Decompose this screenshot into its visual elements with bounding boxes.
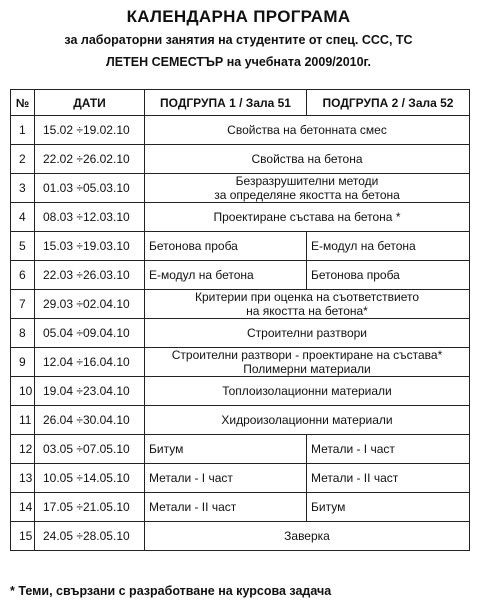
- row-dates: 29.03 ÷02.04.10: [35, 290, 145, 319]
- row-number: 5: [11, 232, 35, 261]
- schedule-body: [11, 116, 470, 551]
- row-dates: 12.04 ÷16.04.10: [35, 348, 145, 377]
- row-dates: 22.02 ÷26.02.10: [35, 145, 145, 174]
- row-group-1-topic: Бетонова проба: [145, 232, 307, 261]
- table-row: [11, 522, 470, 551]
- row-dates: 15.03 ÷19.03.10: [35, 232, 145, 261]
- table-row: [11, 377, 470, 406]
- row-number: 2: [11, 145, 35, 174]
- column-header-dates: ДАТИ: [35, 90, 145, 116]
- row-dates: 26.04 ÷30.04.10: [35, 406, 145, 435]
- table-row: [11, 319, 470, 348]
- row-group-1-topic: Битум: [145, 435, 307, 464]
- row-topic: Безразрушителни методи за определяне якостта на бетона: [145, 174, 470, 203]
- row-dates: 19.04 ÷23.04.10: [35, 377, 145, 406]
- row-topic: Заверка: [145, 522, 470, 551]
- row-group-2-topic: Битум: [307, 493, 470, 522]
- row-topic: Строителни разтвори - проектиране на състава* Полимерни материали: [145, 348, 470, 377]
- row-dates: 05.04 ÷09.04.10: [35, 319, 145, 348]
- row-number: 12: [11, 435, 35, 464]
- row-group-2-topic: Е-модул на бетона: [307, 232, 470, 261]
- table-row: [11, 174, 470, 203]
- row-number: 11: [11, 406, 35, 435]
- semester-line: ЛЕТЕН СЕМЕСТЪР на учебната 2009/2010г.: [106, 55, 371, 69]
- column-header-group-2: ПОДГРУПА 2 / Зала 52: [307, 90, 470, 116]
- table-row: [11, 261, 470, 290]
- row-dates: 17.05 ÷21.05.10: [35, 493, 145, 522]
- table-row: [11, 464, 470, 493]
- row-topic: Критерии при оценка на съответствието на якостта на бетона*: [145, 290, 470, 319]
- row-group-1-topic: Метали - II част: [145, 493, 307, 522]
- table-row: [11, 406, 470, 435]
- row-dates: 03.05 ÷07.05.10: [35, 435, 145, 464]
- row-topic: Свойства на бетона: [145, 145, 470, 174]
- row-dates: 22.03 ÷26.03.10: [35, 261, 145, 290]
- table-row: [11, 232, 470, 261]
- row-number: 9: [11, 348, 35, 377]
- row-topic: Проектиране състава на бетона *: [145, 203, 470, 232]
- row-dates: 24.05 ÷28.05.10: [35, 522, 145, 551]
- row-topic: Свойства на бетонната смес: [145, 116, 470, 145]
- page-subtitle: за лабораторни занятия на студентите от спец. ССС, ТС: [64, 33, 413, 47]
- row-group-2-topic: Метали - I част: [307, 435, 470, 464]
- row-group-2-topic: Метали - II част: [307, 464, 470, 493]
- column-header-num: №: [11, 90, 35, 116]
- row-number: 10: [11, 377, 35, 406]
- row-dates: 08.03 ÷12.03.10: [35, 203, 145, 232]
- row-group-2-topic: Бетонова проба: [307, 261, 470, 290]
- row-dates: 10.05 ÷14.05.10: [35, 464, 145, 493]
- row-number: 1: [11, 116, 35, 145]
- table-row: [11, 290, 470, 319]
- row-topic: Хидроизолационни материали: [145, 406, 470, 435]
- row-number: 3: [11, 174, 35, 203]
- row-dates: 01.03 ÷05.03.10: [35, 174, 145, 203]
- table-row: [11, 116, 470, 145]
- row-number: 8: [11, 319, 35, 348]
- row-dates: 15.02 ÷19.02.10: [35, 116, 145, 145]
- row-number: 6: [11, 261, 35, 290]
- row-number: 7: [11, 290, 35, 319]
- table-header-row: [11, 90, 470, 116]
- row-number: 13: [11, 464, 35, 493]
- row-group-1-topic: Е-модул на бетона: [145, 261, 307, 290]
- table-row: [11, 493, 470, 522]
- table-row: [11, 348, 470, 377]
- table-row: [11, 203, 470, 232]
- footnote: * Теми, свързани с разработване на курсова задача: [10, 584, 332, 598]
- page-title: КАЛЕНДАРНА ПРОГРАМА: [126, 7, 351, 26]
- row-number: 15: [11, 522, 35, 551]
- row-number: 4: [11, 203, 35, 232]
- table-row: [11, 145, 470, 174]
- column-header-group-1: ПОДГРУПА 1 / Зала 51: [145, 90, 307, 116]
- row-topic: Строителни разтвори: [145, 319, 470, 348]
- row-topic: Топлоизолационни материали: [145, 377, 470, 406]
- row-number: 14: [11, 493, 35, 522]
- schedule-table: [10, 89, 470, 551]
- table-row: [11, 435, 470, 464]
- row-group-1-topic: Метали - I част: [145, 464, 307, 493]
